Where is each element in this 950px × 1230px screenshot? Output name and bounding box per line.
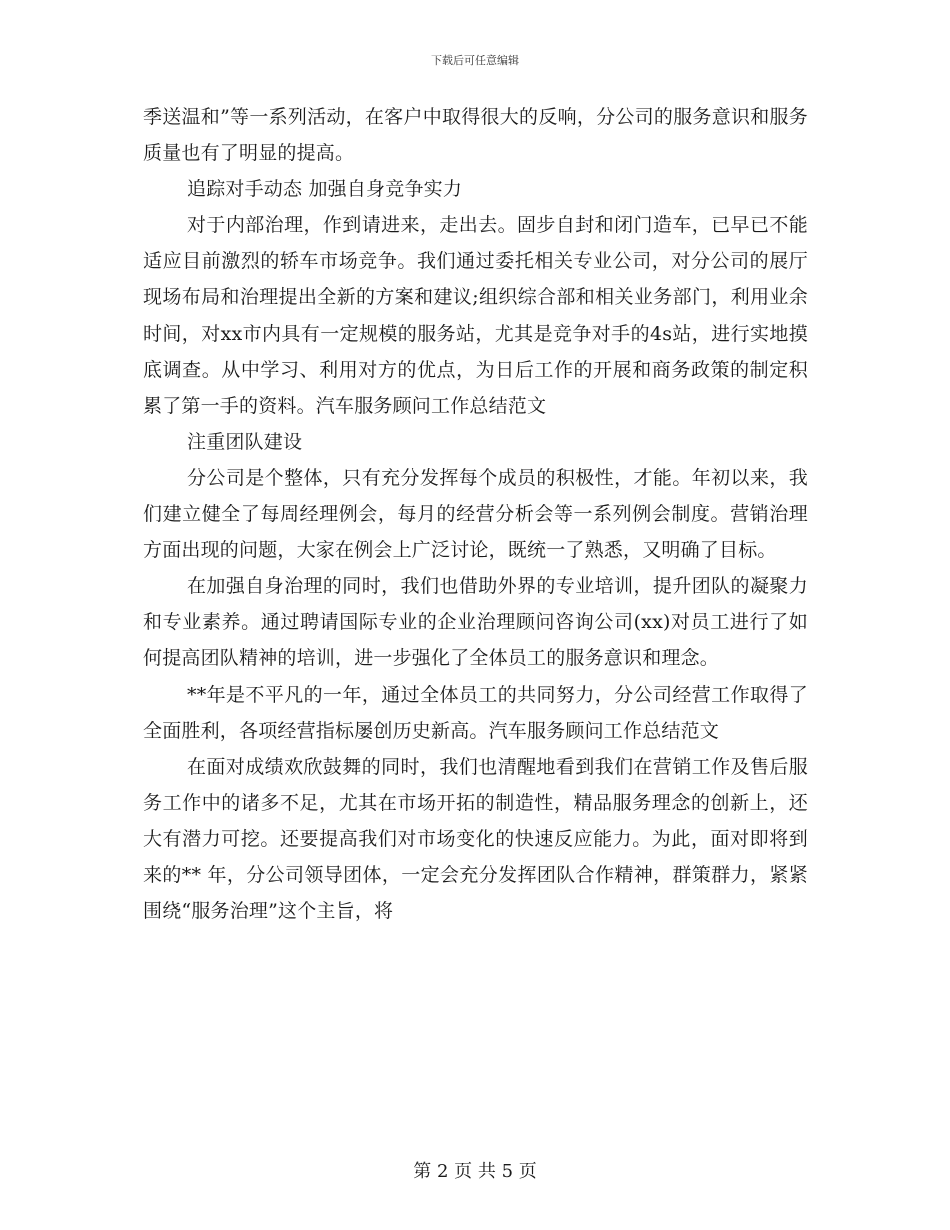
paragraph: 在加强自身治理的同时，我们也借助外界的专业培训，提升团队的凝聚力和专业素养。通过聘请国际专业的企业治理顾问咨询公司(xx)对员工进行了如何提高团队精神的培训，进一步强化了全体员工的服务意识和理念。 (143, 575, 808, 670)
paragraph: 季送温和”等一系列活动，在客户中取得很大的反响，分公司的服务意识和服务质量也有了明显的提高。 (143, 106, 808, 165)
page-header-note: 下载后可任意编辑 (431, 54, 519, 67)
paragraph: 在面对成绩欢欣鼓舞的同时，我们也清醒地看到我们在营销工作及售后服务工作中的诸多不足，尤其在市场开拓的制造性，精品服务理念的创新上，还大有潜力可挖。还要提高我们对市场变化的快速反应能力。为此，面对即将到来的** 年，分公司领导团体，一定会充分发挥团队合作精神，群策群力，紧紧围绕“服务治理”这个主旨，将 (143, 755, 808, 923)
paragraph: 分公司是个整体，只有充分发挥每个成员的积极性，才能。年初以来，我们建立健全了每周经理例会，每月的经营分析会等一系列例会制度。营销治理方面出现的问题，大家在例会上广泛讨论，既统一了熟悉，又明确了目标。 (143, 466, 808, 562)
paragraph: **年是不平凡的一年，通过全体员工的共同努力，分公司经营工作取得了全面胜利，各项经营指标屡创历史新高。汽车服务顾问工作总结范文 (143, 683, 808, 742)
page-number-footer: 第 2 页 共 5 页 (413, 1161, 537, 1182)
section-heading: 追踪对手动态 加强自身竞争实力 (187, 178, 463, 201)
document-body (143, 99, 808, 929)
section-heading: 注重团队建设 (187, 430, 303, 453)
paragraph: 对于内部治理，作到请进来，走出去。固步自封和闭门造车，已早已不能适应目前激烈的轿车市场竞争。我们通过委托相关专业公司，对分公司的展厅现场布局和治理提出全新的方案和建议;组织综合部和相关业务部门，利用业余时间，对xx市内具有一定规模的服务站，尤其是竞争对手的4s站，进行实地摸底调查。从中学习、利用对方的优点，为日后工作的开展和商务政策的制定积累了第一手的资料。汽车服务顾问工作总结范文 (143, 214, 808, 417)
